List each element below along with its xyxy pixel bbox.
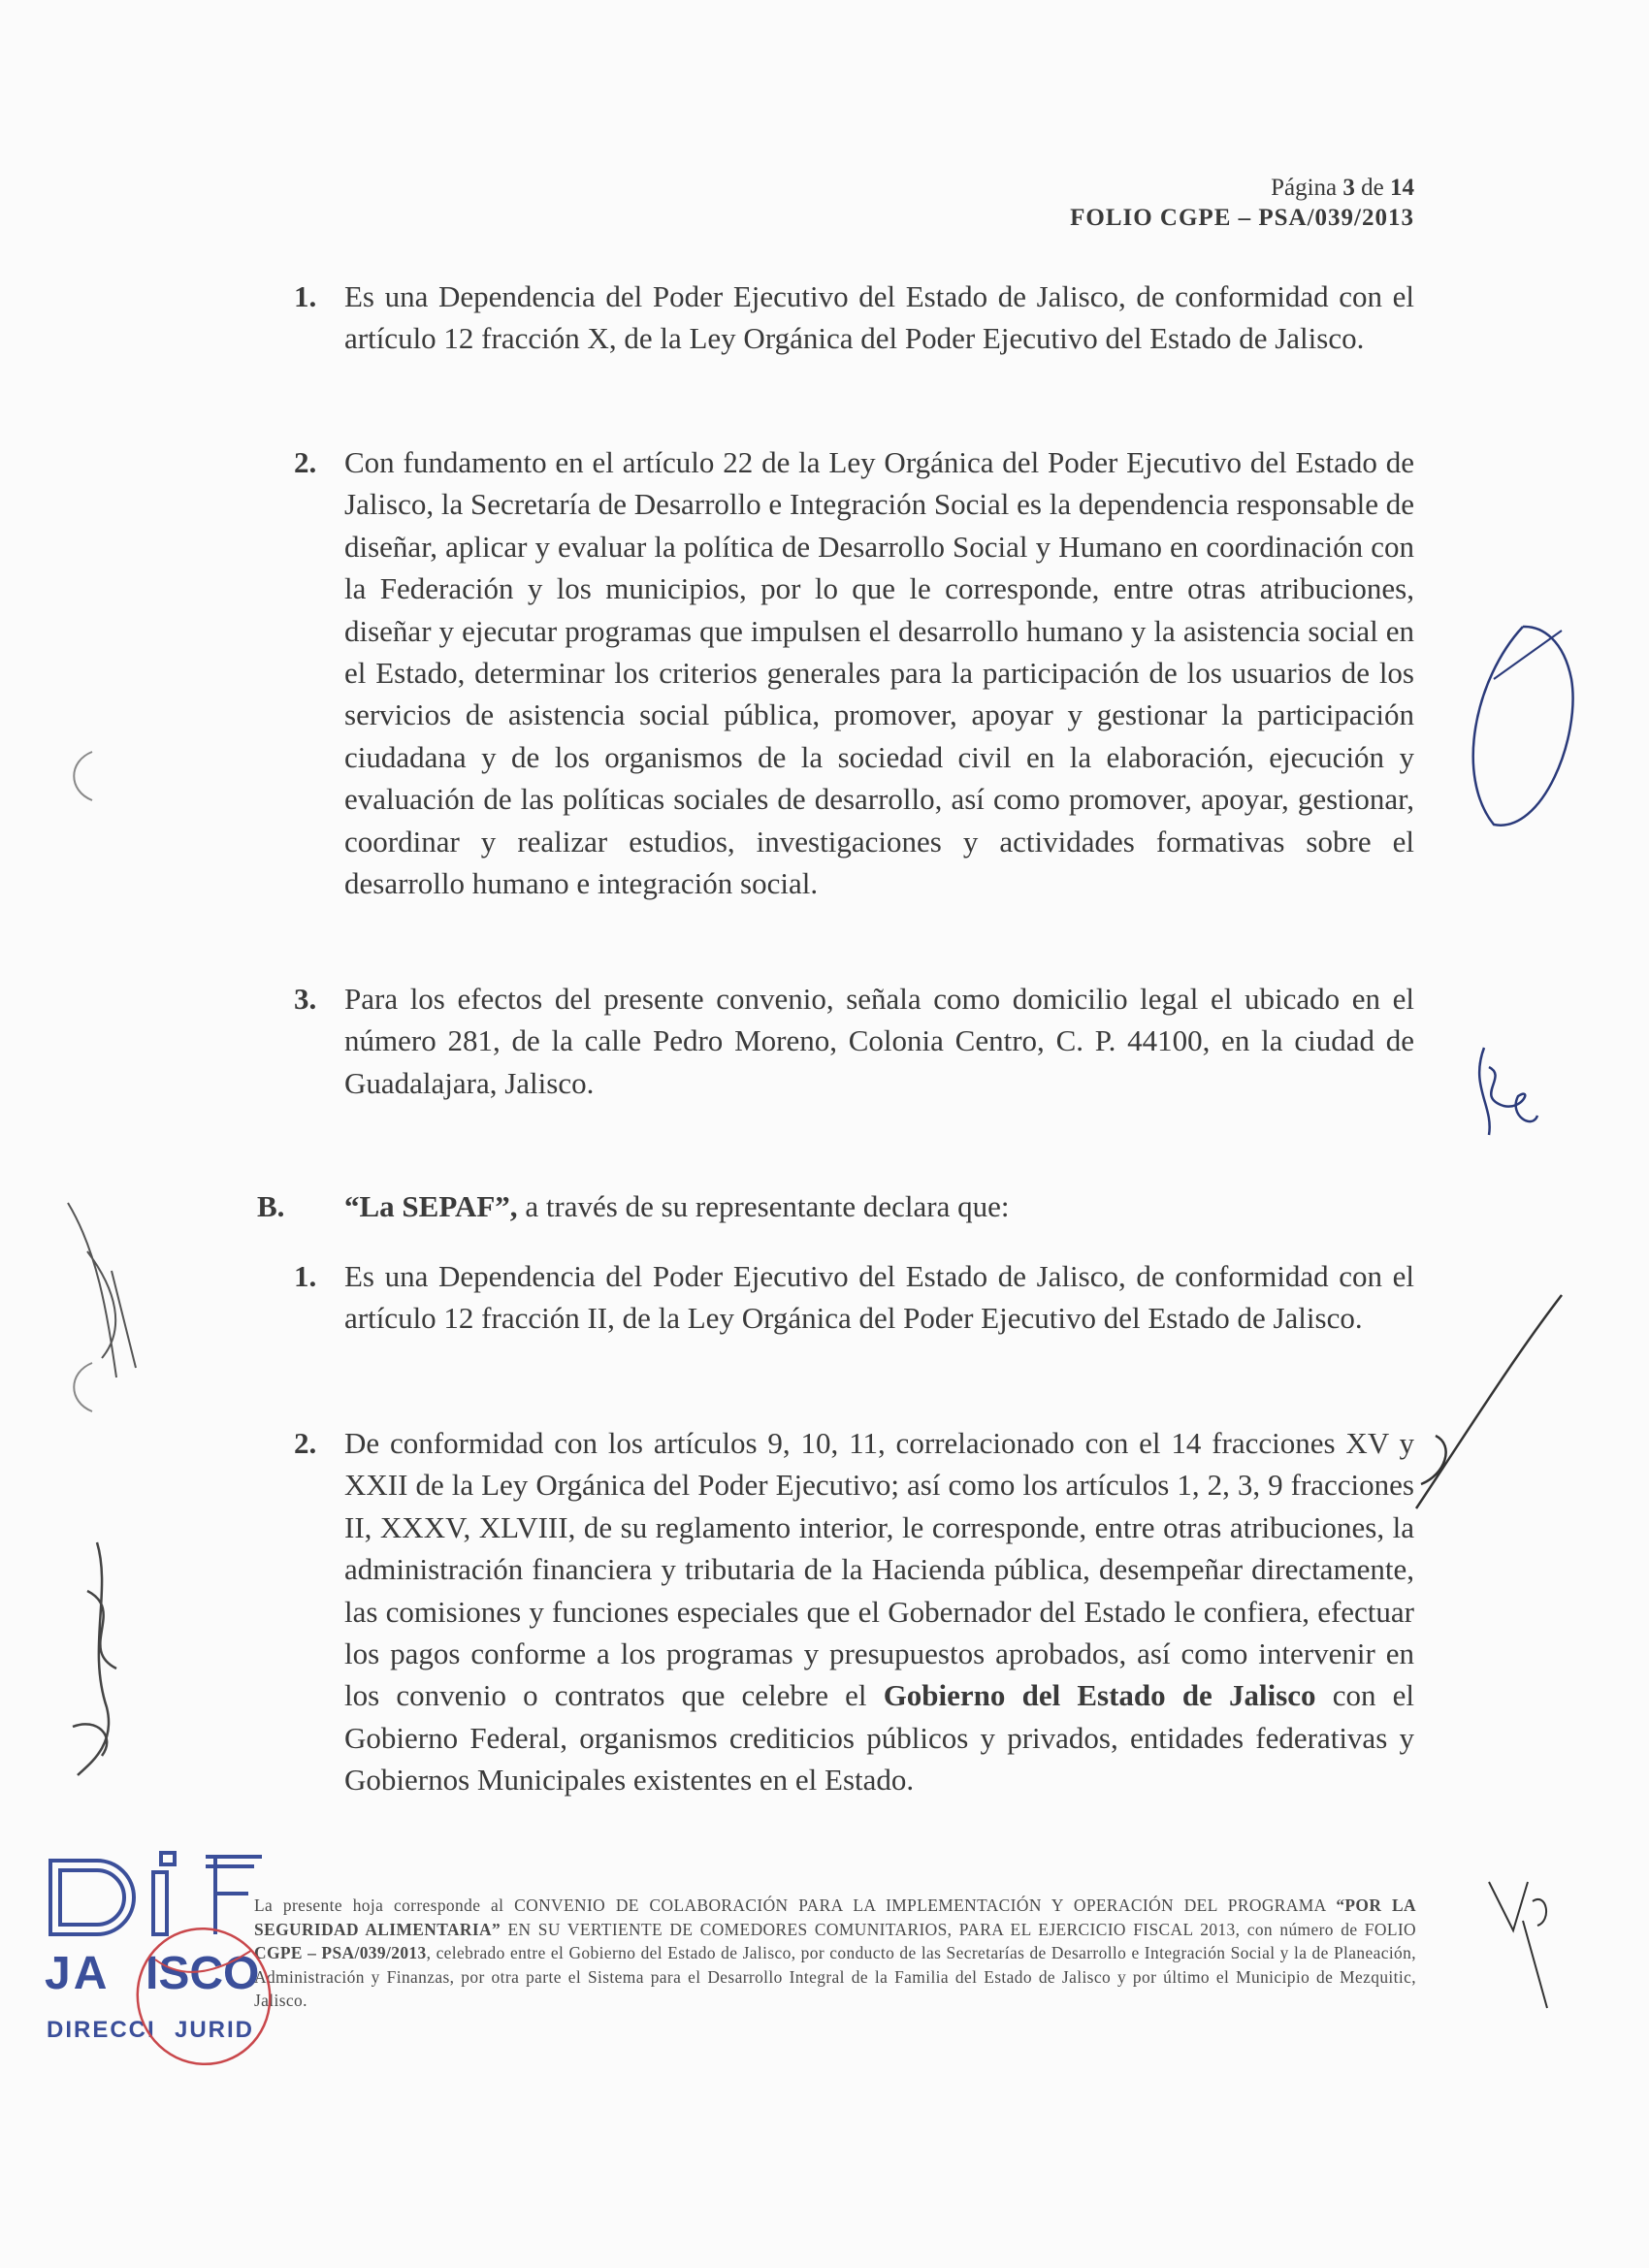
item-text: Para los efectos del presente convenio, señala como domicilio legal el ubicado en el número 281, de la calle Pedro Moreno, Colonia Centro, C. P. 44100, en la ciudad de Guadalajara, Jalisco. (344, 982, 1414, 1100)
signature-circle (1455, 621, 1591, 839)
item-text: Con fundamento en el artículo 22 de la Ley Orgánica del Poder Ejecutivo del Estado de Jalisco, la Secretaría de Desarrollo e Integración Social es la dependencia responsable de diseñar, aplicar y evaluar la política de Desarrollo Social y Humano en coordinación con la Federación y los municipios, por lo que le corresponde, entre otras atribuciones, diseñar y ejecutar programas que impulsen el desarrollo humano y la asistencia social en el Estado, determinar los criterios generales para la participación de los usuarios de los servicios de asistencia social pública, promover, apoyar y gestionar la participación ciudadana y de los organismos de la sociedad civil en la elaboración, ejecución y evaluación de las políticas sociales de desarrollo, así como promover, apoyar, gestionar, coordinar y realizar estudios, investigaciones y actividades formativas sobre el desarrollo humano e integración social. (344, 445, 1414, 901)
section-b-heading (257, 1185, 1010, 1227)
declaration-a3 (294, 978, 1414, 1104)
section-letter: B. (257, 1189, 285, 1223)
declaration-b1 (294, 1255, 1414, 1340)
initials-corner (1479, 1863, 1557, 2023)
folio-number: FOLIO CGPE – PSA/039/2013 (1070, 205, 1414, 232)
margin-arc-1 (58, 747, 107, 810)
declaration-a1 (294, 275, 1414, 360)
gobierno-jalisco: Gobierno del Estado de Jalisco (883, 1678, 1316, 1713)
section-intro: a través de su representante declara que: (517, 1189, 1010, 1223)
page-header (1070, 173, 1414, 234)
declaration-b2 (294, 1422, 1414, 1801)
item-number: 3. (294, 982, 317, 1016)
footnote: La presente hoja corresponde al CONVENIO DE COLABORACIÓN PARA LA IMPLEMENTACIÓN Y OPERACIÓN DEL PROGRAMA “POR LA SEGURIDAD ALIMENTARIA” EN SU VERTIENTE DE COMEDORES COMUNITARIOS, PARA EL EJERCICIO FISCAL 2013, con número de FOLIO CGPE – PSA/039/2013, celebrado entre el Gobierno del Estado de Jalisco, por conducto de las Secretarías de Desarrollo e Integración Social y la de Planeación, Administración y Finanzas, por otra parte el Sistema para el Desarrollo Integral de la Familia del Estado de Jalisco y por último el Municipio de Mezquitic, Jalisco. (254, 1895, 1416, 2011)
item-number: 1. (294, 1259, 317, 1293)
item-text: Es una Dependencia del Poder Ejecutivo del Estado de Jalisco, de conformidad con el artículo 12 fracción X, de la Ley Orgánica del Poder Ejecutivo del Estado de Jalisco. (344, 279, 1414, 356)
margin-signature-2 (58, 1533, 146, 1790)
item-text: Es una Dependencia del Poder Ejecutivo del Estado de Jalisco, de conformidad con el artículo 12 fracción II, de la Ley Orgánica del Poder Ejecutivo del Estado de Jalisco. (344, 1259, 1414, 1336)
initials-mark (1465, 1038, 1542, 1150)
page-number: Página 3 de 14 (1271, 175, 1414, 201)
item-number: 1. (294, 279, 317, 313)
signature-slash (1377, 1290, 1571, 1518)
item-number: 2. (294, 1426, 317, 1460)
svg-text:ISCO: ISCO (146, 1948, 260, 1999)
svg-text:JA: JA (45, 1948, 111, 1999)
dif-jalisco-stamp (39, 1843, 330, 2090)
item-number: 2. (294, 445, 317, 479)
declaration-a2 (294, 441, 1414, 904)
item-text: De conformidad con los artículos 9, 10, 11, correlacionado con el 14 fracciones XV y XXII de la Ley Orgánica del Poder Ejecutivo; así como los artículos 1, 2, 3, 9 fracciones II, XXXV, XLVIII, de su reglamento interior, le corresponde, entre otras atribuciones, la administración financiera y tributaria de la Hacienda pública, desempeñar directamente, las comisiones y funciones especiales que el Gobernador del Estado le confiera, efectuar los pagos conforme a los programas y presupuestos aprobados, así como intervenir en los convenio o contratos que celebre el Gobierno del Estado de Jalisco con el Gobierno Federal, organismos crediticios públicos y privados, entidades federativas y Gobiernos Municipales existentes en el Estado. (344, 1426, 1414, 1798)
party-name: “La SEPAF”, (344, 1189, 518, 1223)
svg-text:DIRECCI: DIRECCI (47, 2017, 156, 2043)
svg-text:JURID: JURID (175, 2017, 255, 2043)
margin-arc-2 (58, 1358, 107, 1421)
